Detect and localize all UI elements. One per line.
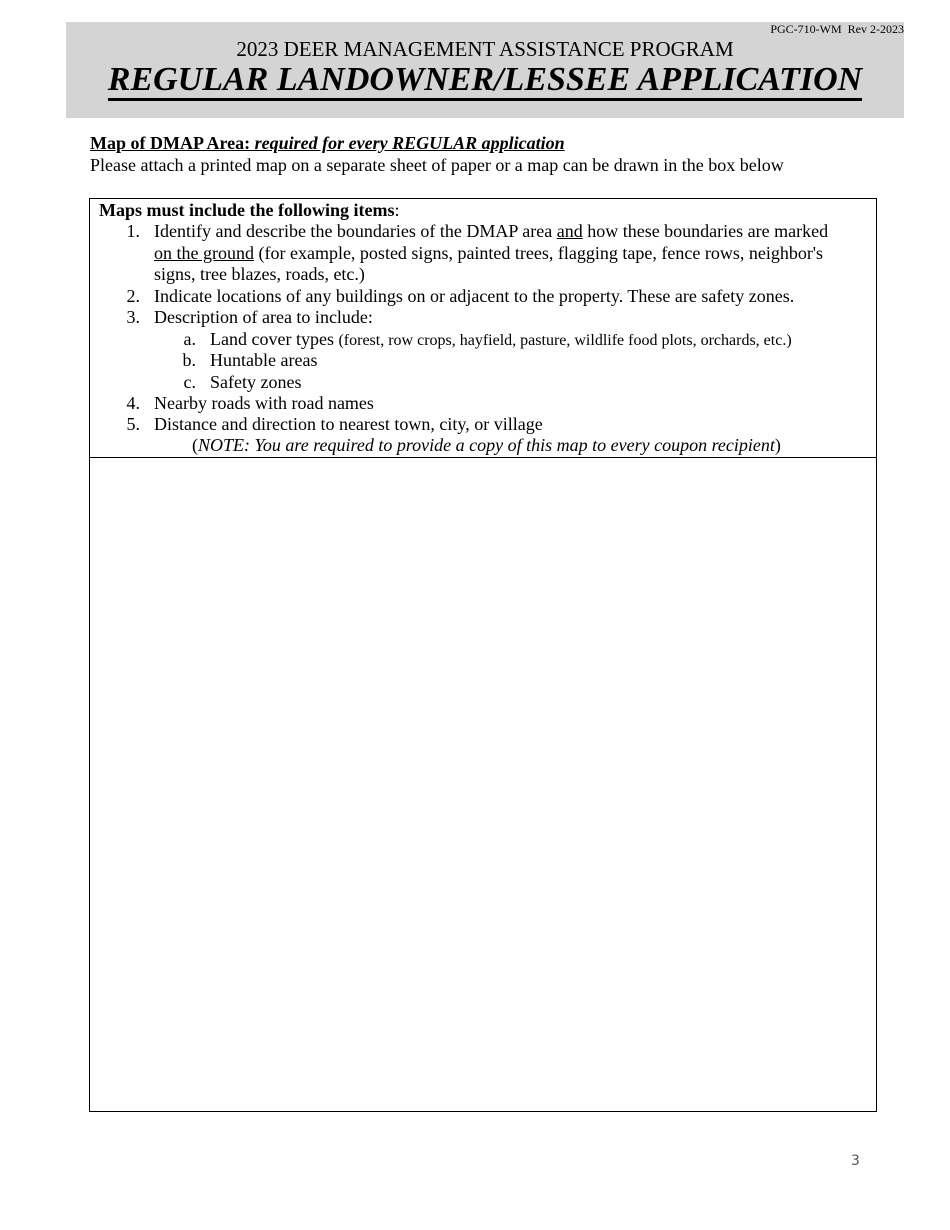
requirements-area (90, 199, 876, 458)
page-number: 3 (851, 1153, 860, 1169)
sub-list-item-text: Safety zones (210, 372, 302, 392)
map-note-text: NOTE: You are required to provide a copy of this map to every coupon recipient (198, 435, 775, 455)
list-item-number: 3. (126, 307, 140, 327)
sub-list-item-text: Huntable areas (210, 350, 318, 370)
list-item-line (154, 221, 828, 243)
map-instruction: Please attach a printed map on a separate sheet of paper or a map can be drawn in the box below (90, 155, 784, 175)
list-item-line (154, 243, 823, 265)
list-item-text: how these boundaries are marked (582, 221, 829, 241)
requirements-heading-colon: : (394, 200, 400, 220)
form-code: PGC-710-WM Rev 2-2023 (770, 22, 904, 36)
list-item-text: Identify and describe the boundaries of the DMAP area (154, 221, 557, 241)
sub-list-item-line (210, 329, 792, 352)
application-title-text: REGULAR LANDOWNER/LESSEE APPLICATION (108, 61, 862, 101)
list-item-number: 1. (126, 221, 140, 241)
sub-list-item-letter: b. (182, 350, 196, 370)
map-drawing-area[interactable] (90, 458, 876, 1111)
sub-list-item-text: Land cover types (210, 329, 339, 349)
sub-list-item-letter: a. (183, 329, 196, 349)
application-title (66, 60, 904, 100)
map-note-open-paren: ( (192, 435, 198, 455)
map-section-requirement: required for every REGULAR application (254, 133, 565, 153)
list-item-number: 5. (126, 414, 140, 434)
map-note-close-paren: ) (774, 435, 781, 455)
map-note (192, 435, 781, 457)
program-title: 2023 DEER MANAGEMENT ASSISTANCE PROGRAM (236, 37, 734, 61)
list-item-text: Nearby roads with road names (154, 393, 374, 413)
map-section-heading (90, 132, 565, 154)
list-item-text-underlined: on the ground (154, 242, 254, 263)
list-item-number: 4. (126, 393, 140, 413)
map-section-heading-label: Map of DMAP Area: (90, 133, 251, 153)
sub-list-item-letter: c. (183, 372, 196, 392)
sub-list-item-examples: (forest, row crops, hayfield, pasture, wildlife food plots, orchards, etc.) (338, 332, 792, 349)
list-item-text: Distance and direction to nearest town, city, or village (154, 414, 543, 434)
list-item-line: signs, tree blazes, roads, etc.) (154, 264, 365, 284)
list-item-text: Indicate locations of any buildings on or adjacent to the property. These are safety zones. (154, 286, 795, 306)
list-item-text: (for example, posted signs, painted trees, flagging tape, fence rows, neighbor's (253, 242, 824, 263)
requirements-heading-text: Maps must include the following items (99, 200, 395, 220)
list-item-text: Description of area to include: (154, 307, 373, 327)
list-item-number: 2. (126, 286, 140, 306)
requirements-heading (99, 200, 400, 222)
header-band (66, 22, 904, 118)
map-box (89, 198, 877, 1112)
list-item-text-underlined: and (556, 221, 583, 241)
